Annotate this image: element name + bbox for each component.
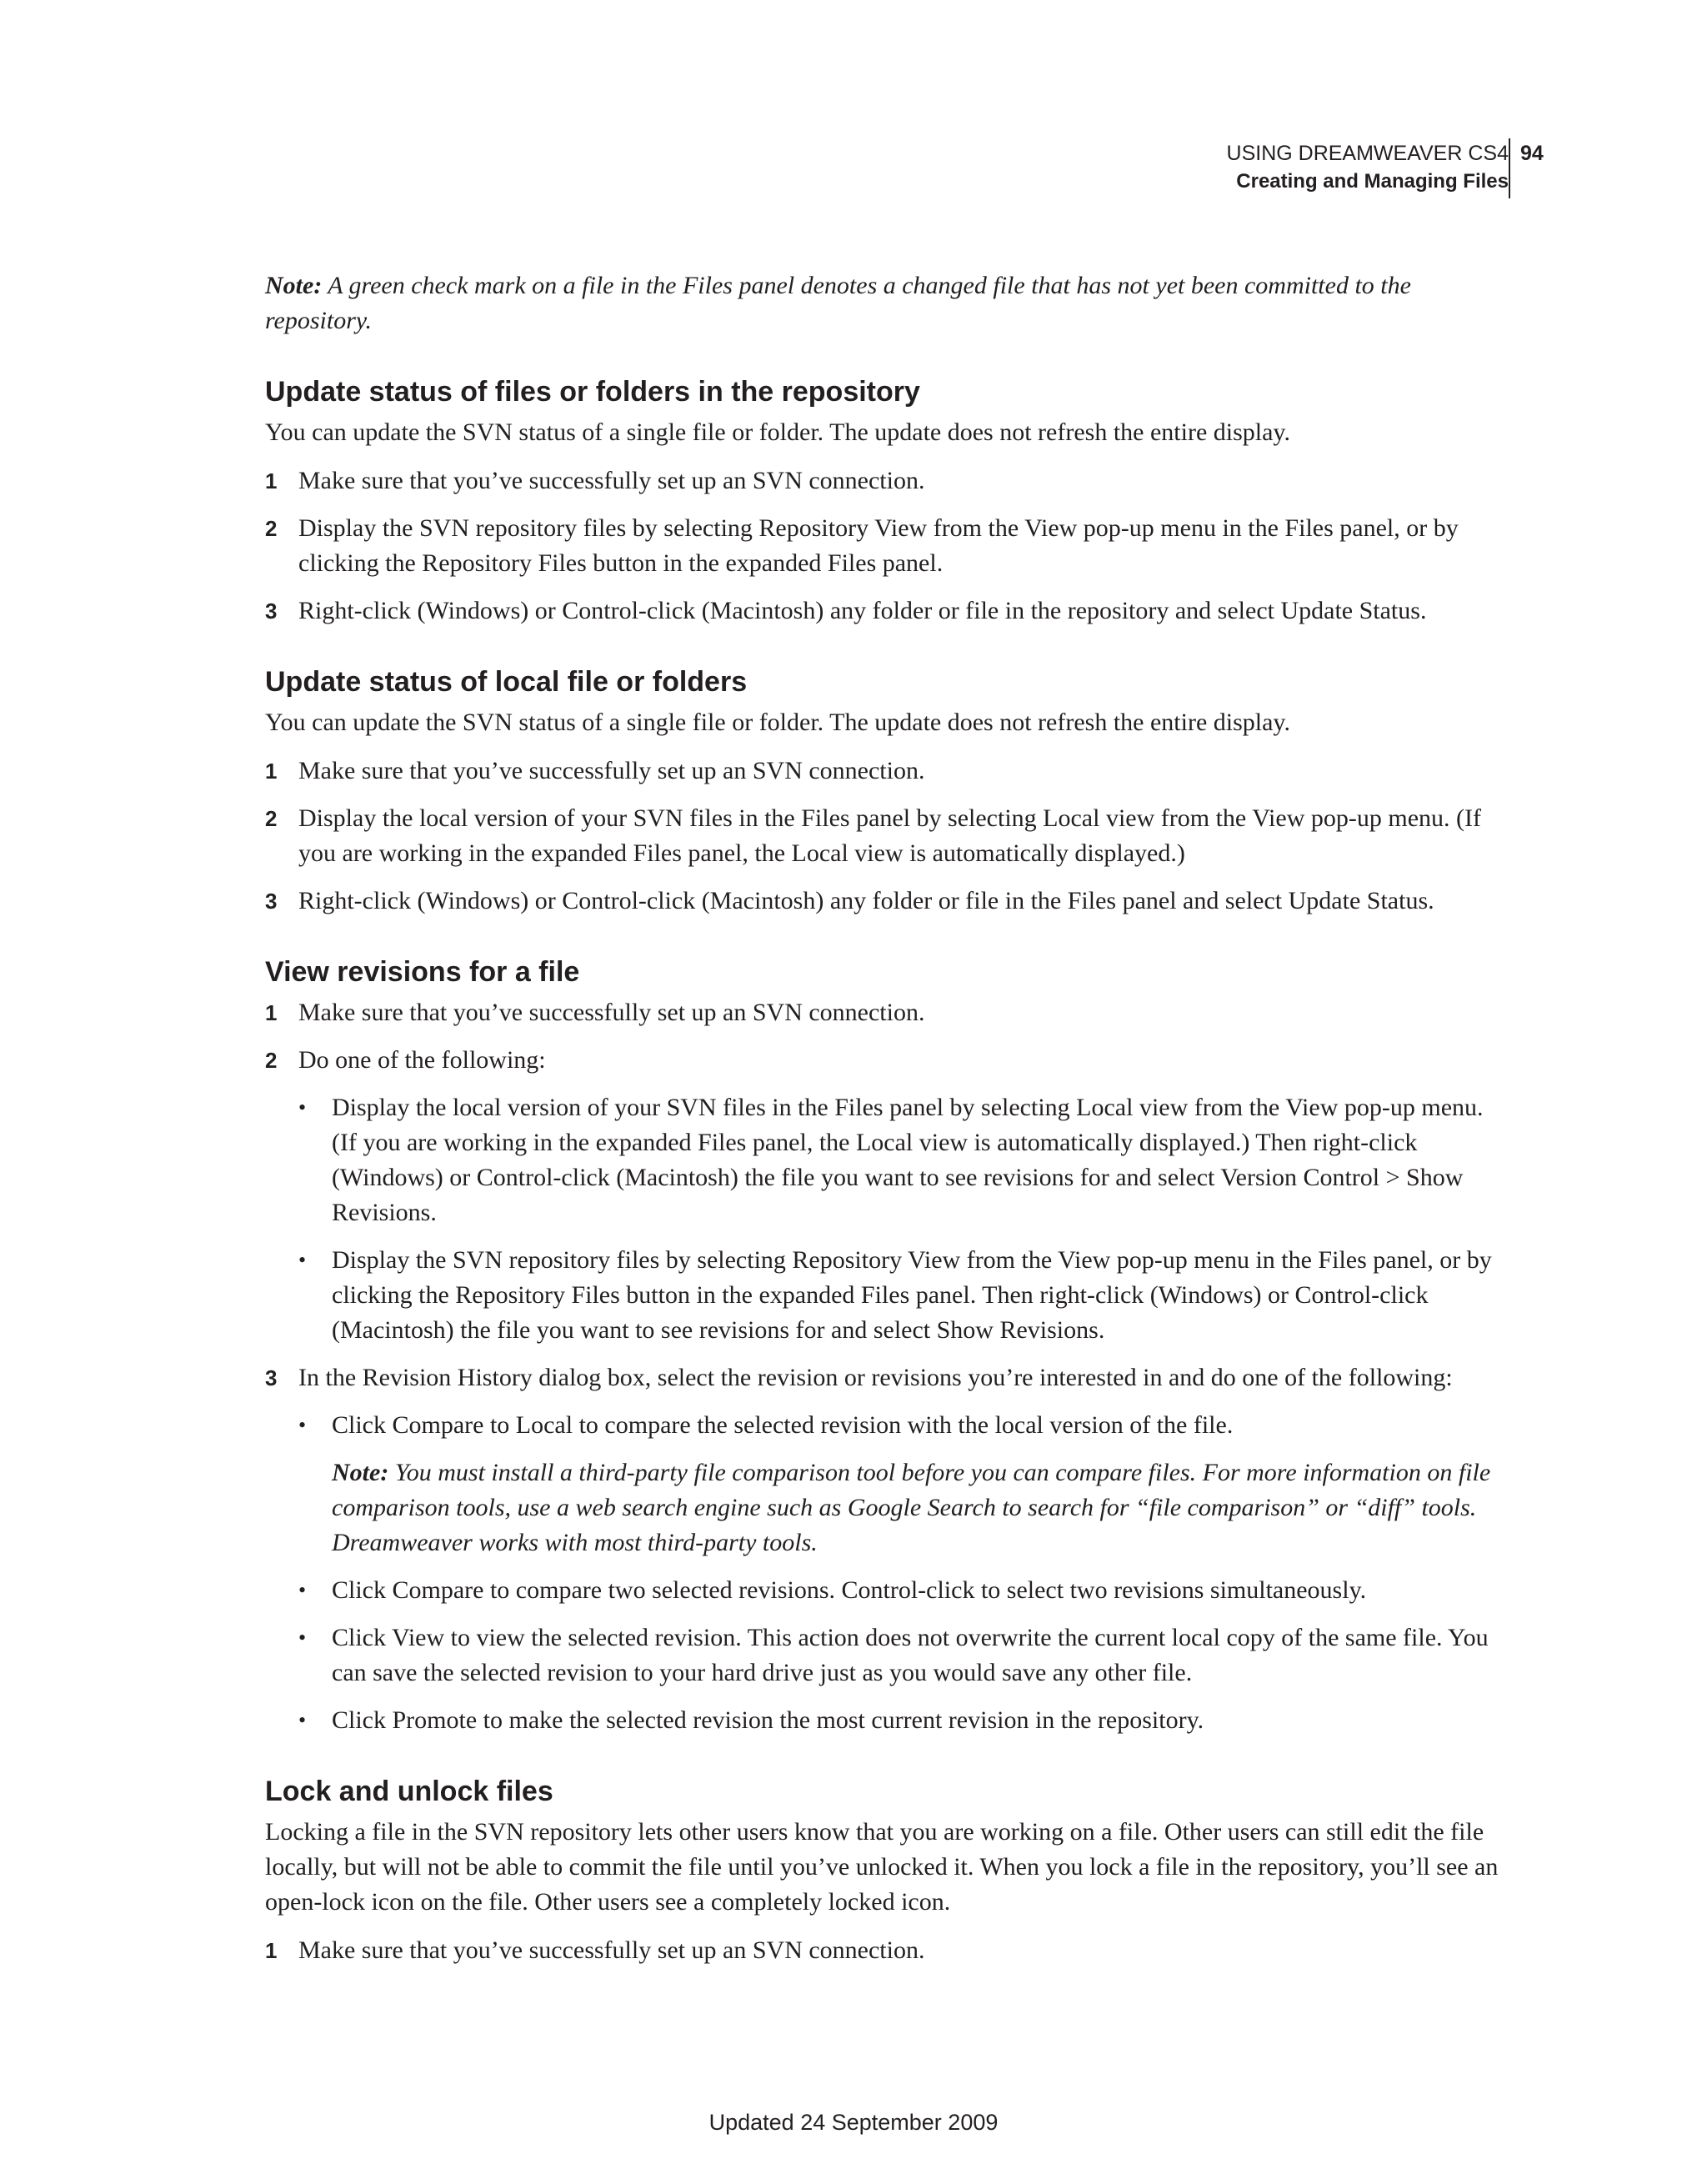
- note-label: Note:: [265, 272, 323, 299]
- step-item: [265, 754, 1503, 789]
- step-item: [265, 801, 1503, 871]
- page-footer: Updated 24 September 2009: [708, 2110, 999, 2135]
- bullet-glyph: •: [298, 1248, 307, 1272]
- step-text: In the Revision History dialog box, select the revision or revisions you’re interested in and do one of the following:: [298, 1364, 1453, 1391]
- note-text: A green check mark on a file in the Files panel denotes a changed file that has not yet been committed to the repository.: [265, 272, 1411, 334]
- section-intro: You can update the SVN status of a single file or folder. The update does not refresh the entire display.: [265, 418, 1290, 446]
- header-divider: [1509, 138, 1510, 198]
- bullet-item: [265, 1408, 1503, 1443]
- bullet-text: Display the SVN repository files by selecting Repository View from the View pop-up menu in the Files panel, or by clicking the Repository Files button in the expanded Files panel. Then right-click (Windows) or Control-click (Macintosh) the file you want to see revisions for and select Show Revisions.: [332, 1246, 1492, 1344]
- bullet-glyph: •: [298, 1625, 307, 1650]
- bullet-glyph: •: [298, 1095, 307, 1120]
- bullet-text: Click Compare to Local to compare the selected revision with the local version of the file.: [332, 1411, 1234, 1439]
- section-intro: You can update the SVN status of a single file or folder. The update does not refresh the entire display.: [265, 709, 1290, 736]
- bullet-glyph: •: [298, 1708, 307, 1732]
- step-text: Make sure that you’ve successfully set up an SVN connection.: [298, 999, 925, 1026]
- bullet-glyph: •: [298, 1578, 307, 1602]
- bullet-item: [265, 1090, 1503, 1230]
- page-number: 94: [1520, 142, 1544, 165]
- step-text: Make sure that you’ve successfully set up an SVN connection.: [298, 1936, 925, 1964]
- section-heading: Update status of files or folders in the repository: [265, 376, 920, 408]
- step-item: [265, 884, 1503, 919]
- bullet-text: Click View to view the selected revision. This action does not overwrite the current local copy of the same file. You can save the selected revision to your hard drive just as you would save any other file.: [332, 1624, 1489, 1686]
- bullet-item: [265, 1620, 1503, 1691]
- step-item: [265, 995, 1503, 1030]
- step-number: 2: [265, 1048, 278, 1073]
- step-text: Right-click (Windows) or Control-click (Macintosh) any folder or file in the repository and select Update Status.: [298, 597, 1427, 624]
- running-header: [1227, 140, 1509, 195]
- bullet-glyph: •: [298, 1413, 307, 1437]
- book-title: USING DREAMWEAVER CS4: [1226, 142, 1509, 165]
- step-number: 3: [265, 889, 278, 914]
- step-text: Do one of the following:: [298, 1046, 546, 1074]
- chapter-title: Creating and Managing Files: [1236, 170, 1509, 193]
- bullet-item: [265, 1703, 1503, 1738]
- step-text: Right-click (Windows) or Control-click (Macintosh) any folder or file in the Files panel and select Update Status.: [298, 887, 1434, 914]
- step-item: [265, 511, 1503, 581]
- section-intro: Locking a file in the SVN repository lets other users know that you are working on a file. Other users can still edit the file locally, but will not be able to commit the file until you’ve unlocked it. When you lock a file in the repository, you’ll see an open-lock icon on the file. Other users see a completely locked icon.: [265, 1818, 1499, 1916]
- bullet-text: Display the local version of your SVN files in the Files panel by selecting Local view from the View pop-up menu. (If you are working in the expanded Files panel, the Local view is automatically displayed.) Then right-click (Windows) or Control-click (Macintosh) the file you want to see revisions for and select Version Control > Show Revisions.: [332, 1094, 1484, 1226]
- step-text: Make sure that you’ve successfully set up an SVN connection.: [298, 467, 925, 494]
- step-number: 2: [265, 806, 278, 831]
- bullet-text: Click Compare to compare two selected revisions. Control-click to select two revisions simultaneously.: [332, 1576, 1367, 1604]
- step-item: [265, 1360, 1503, 1395]
- step-number: 1: [265, 759, 278, 784]
- note-text: You must install a third-party file comparison tool before you can compare files. For more information on file comparison tools, use a web search engine such as Google Search to search for “file comparison” or “diff” tools. Dreamweaver works with most third-party tools.: [332, 1459, 1491, 1556]
- step-text: Make sure that you’ve successfully set up an SVN connection.: [298, 757, 925, 784]
- step-number: 1: [265, 468, 278, 493]
- step-item: [265, 463, 1503, 498]
- intro-note: [265, 268, 1503, 338]
- step-number: 1: [265, 1000, 278, 1025]
- bullet-text: Click Promote to make the selected revision the most current revision in the repository.: [332, 1706, 1204, 1734]
- section-heading: Lock and unlock files: [265, 1776, 553, 1807]
- step-item: [265, 594, 1503, 629]
- step-number: 2: [265, 516, 278, 541]
- step-number: 1: [265, 1938, 278, 1963]
- step-number: 3: [265, 599, 278, 624]
- step-text: Display the local version of your SVN files in the Files panel by selecting Local view from the View pop-up menu. (If you are working in the expanded Files panel, the Local view is automatically displayed.): [298, 804, 1481, 867]
- page-body: [265, 268, 1503, 1981]
- bullet-item: [265, 1243, 1503, 1348]
- step-text: Display the SVN repository files by selecting Repository View from the View pop-up menu in the Files panel, or by clicking the Repository Files button in the expanded Files panel.: [298, 514, 1459, 577]
- note-label: Note:: [332, 1459, 389, 1486]
- section-heading: View revisions for a file: [265, 956, 580, 988]
- comparison-tool-note: [265, 1455, 1503, 1560]
- step-item: [265, 1933, 1503, 1968]
- section-heading: Update status of local file or folders: [265, 666, 748, 698]
- step-number: 3: [265, 1365, 278, 1390]
- bullet-item: [265, 1573, 1503, 1608]
- step-item: [265, 1043, 1503, 1078]
